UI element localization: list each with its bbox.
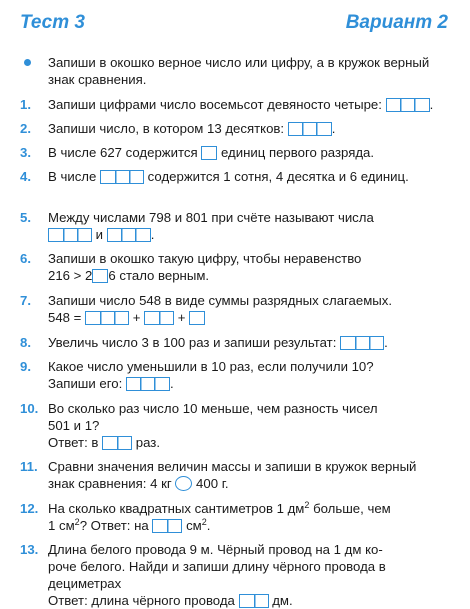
answer-box[interactable] xyxy=(100,170,144,184)
task-text-tail: 6 стало верным. xyxy=(108,268,210,283)
task-text-tail: . xyxy=(331,121,336,136)
task-text: Запиши число, в котором 13 десятков: xyxy=(48,121,285,136)
task-text: Какое число уменьшили в 10 раз, если получили 10? xyxy=(48,359,374,374)
superscript: 2 xyxy=(304,500,310,510)
answer-box[interactable] xyxy=(239,594,269,608)
task-text: В числе xyxy=(48,169,97,184)
task-text: Запиши в окошко такую цифру, чтобы неравенство xyxy=(48,251,362,266)
task-text: Увеличь число 3 в 100 раз и запиши результат: xyxy=(48,335,337,350)
task-text: Длина белого провода 9 м. Чёрный провод на 1 дм ко- xyxy=(48,542,383,557)
task-text: Запиши число 548 в виде суммы разрядных слагаемых. xyxy=(48,293,393,308)
task-text-2: Запиши его: xyxy=(48,376,123,391)
task-number: 1. xyxy=(20,97,31,112)
comparison-circle[interactable] xyxy=(175,476,192,491)
task-text-2: больше, чем xyxy=(313,501,391,516)
task-number: 9. xyxy=(20,359,31,374)
task-text-tail: содержится 1 сотня, 4 десятка и 6 единиц. xyxy=(147,169,409,184)
answer-label: Ответ: длина чёрного провода xyxy=(48,593,235,608)
answer-box[interactable] xyxy=(144,311,174,325)
task-text-tail: . xyxy=(429,97,434,112)
variant-title: Вариант 2 xyxy=(345,12,448,33)
task-text-2: роче белого. Найди и запиши длину чёрного провода в xyxy=(48,559,386,574)
task-text-3: дециметрах xyxy=(48,576,122,591)
task-text-tail: единиц первого разряда. xyxy=(220,145,375,160)
answer-box[interactable] xyxy=(201,146,217,160)
answer-box[interactable] xyxy=(189,311,205,325)
answer-box[interactable] xyxy=(48,228,92,242)
task-text: Сравни значения величин массы и запиши в кружок верный xyxy=(48,459,417,474)
task-text-2: знак сравнения: 4 кг xyxy=(48,476,172,491)
task-text-tail: . xyxy=(150,227,155,242)
instruction-text: Запиши в окошко верное число или цифру, а в кружок верный знак сравнения. xyxy=(48,55,430,87)
plus-sign: + xyxy=(177,310,186,325)
answer-label: ? Ответ: на xyxy=(79,518,149,533)
task-text: Между числами 798 и 801 при счёте называют числа xyxy=(48,210,374,225)
superscript: 2 xyxy=(201,517,207,527)
answer-box[interactable] xyxy=(152,519,182,533)
answer-label: Ответ: в xyxy=(48,435,99,450)
task-number: 8. xyxy=(20,335,31,350)
task-text-tail: . xyxy=(169,376,174,391)
answer-box[interactable] xyxy=(107,228,151,242)
answer-box[interactable] xyxy=(386,98,430,112)
answer-box[interactable] xyxy=(85,311,129,325)
page-header xyxy=(0,0,470,42)
task-number: 2. xyxy=(20,121,31,136)
task-text-tail: 400 г. xyxy=(196,476,229,491)
task-number: 13. xyxy=(20,542,39,557)
answer-box[interactable] xyxy=(126,377,170,391)
task-number: 5. xyxy=(20,210,31,225)
unit-label: см xyxy=(186,518,202,533)
answer-box[interactable] xyxy=(92,269,108,283)
task-text: На сколько квадратных сантиметров 1 дм xyxy=(48,501,305,516)
task-text-3: 1 см xyxy=(48,518,75,533)
task-text-tail: . xyxy=(384,335,388,350)
task-number: 12. xyxy=(20,501,39,516)
task-number: 11. xyxy=(20,459,38,474)
task-text: Запиши цифрами число восемьсот девяносто четыре: xyxy=(48,97,382,112)
plus-sign: + xyxy=(132,310,141,325)
superscript: 2 xyxy=(74,517,80,527)
task-text-tail: раз. xyxy=(135,435,161,450)
test-title: Тест 3 xyxy=(20,12,85,33)
task-text-tail: . xyxy=(206,518,211,533)
answer-box[interactable] xyxy=(288,122,332,136)
sum-left: 548 = xyxy=(48,310,82,325)
task-text: В числе 627 содержится xyxy=(48,145,198,160)
bullet-dot-icon xyxy=(24,59,31,66)
task-text-mid: и xyxy=(95,227,104,242)
answer-box[interactable] xyxy=(102,436,132,450)
task-text-2: 501 и 1? xyxy=(48,418,100,433)
task-number: 4. xyxy=(20,169,31,184)
inequality-left: 216 > 2 xyxy=(48,268,93,283)
unit-label: дм. xyxy=(272,593,293,608)
answer-box[interactable] xyxy=(340,336,384,350)
task-text: Во сколько раз число 10 меньше, чем разность чисел xyxy=(48,401,378,416)
task-number: 6. xyxy=(20,251,31,266)
task-number: 10. xyxy=(20,401,39,416)
task-number: 3. xyxy=(20,145,31,160)
task-number: 7. xyxy=(20,293,31,308)
